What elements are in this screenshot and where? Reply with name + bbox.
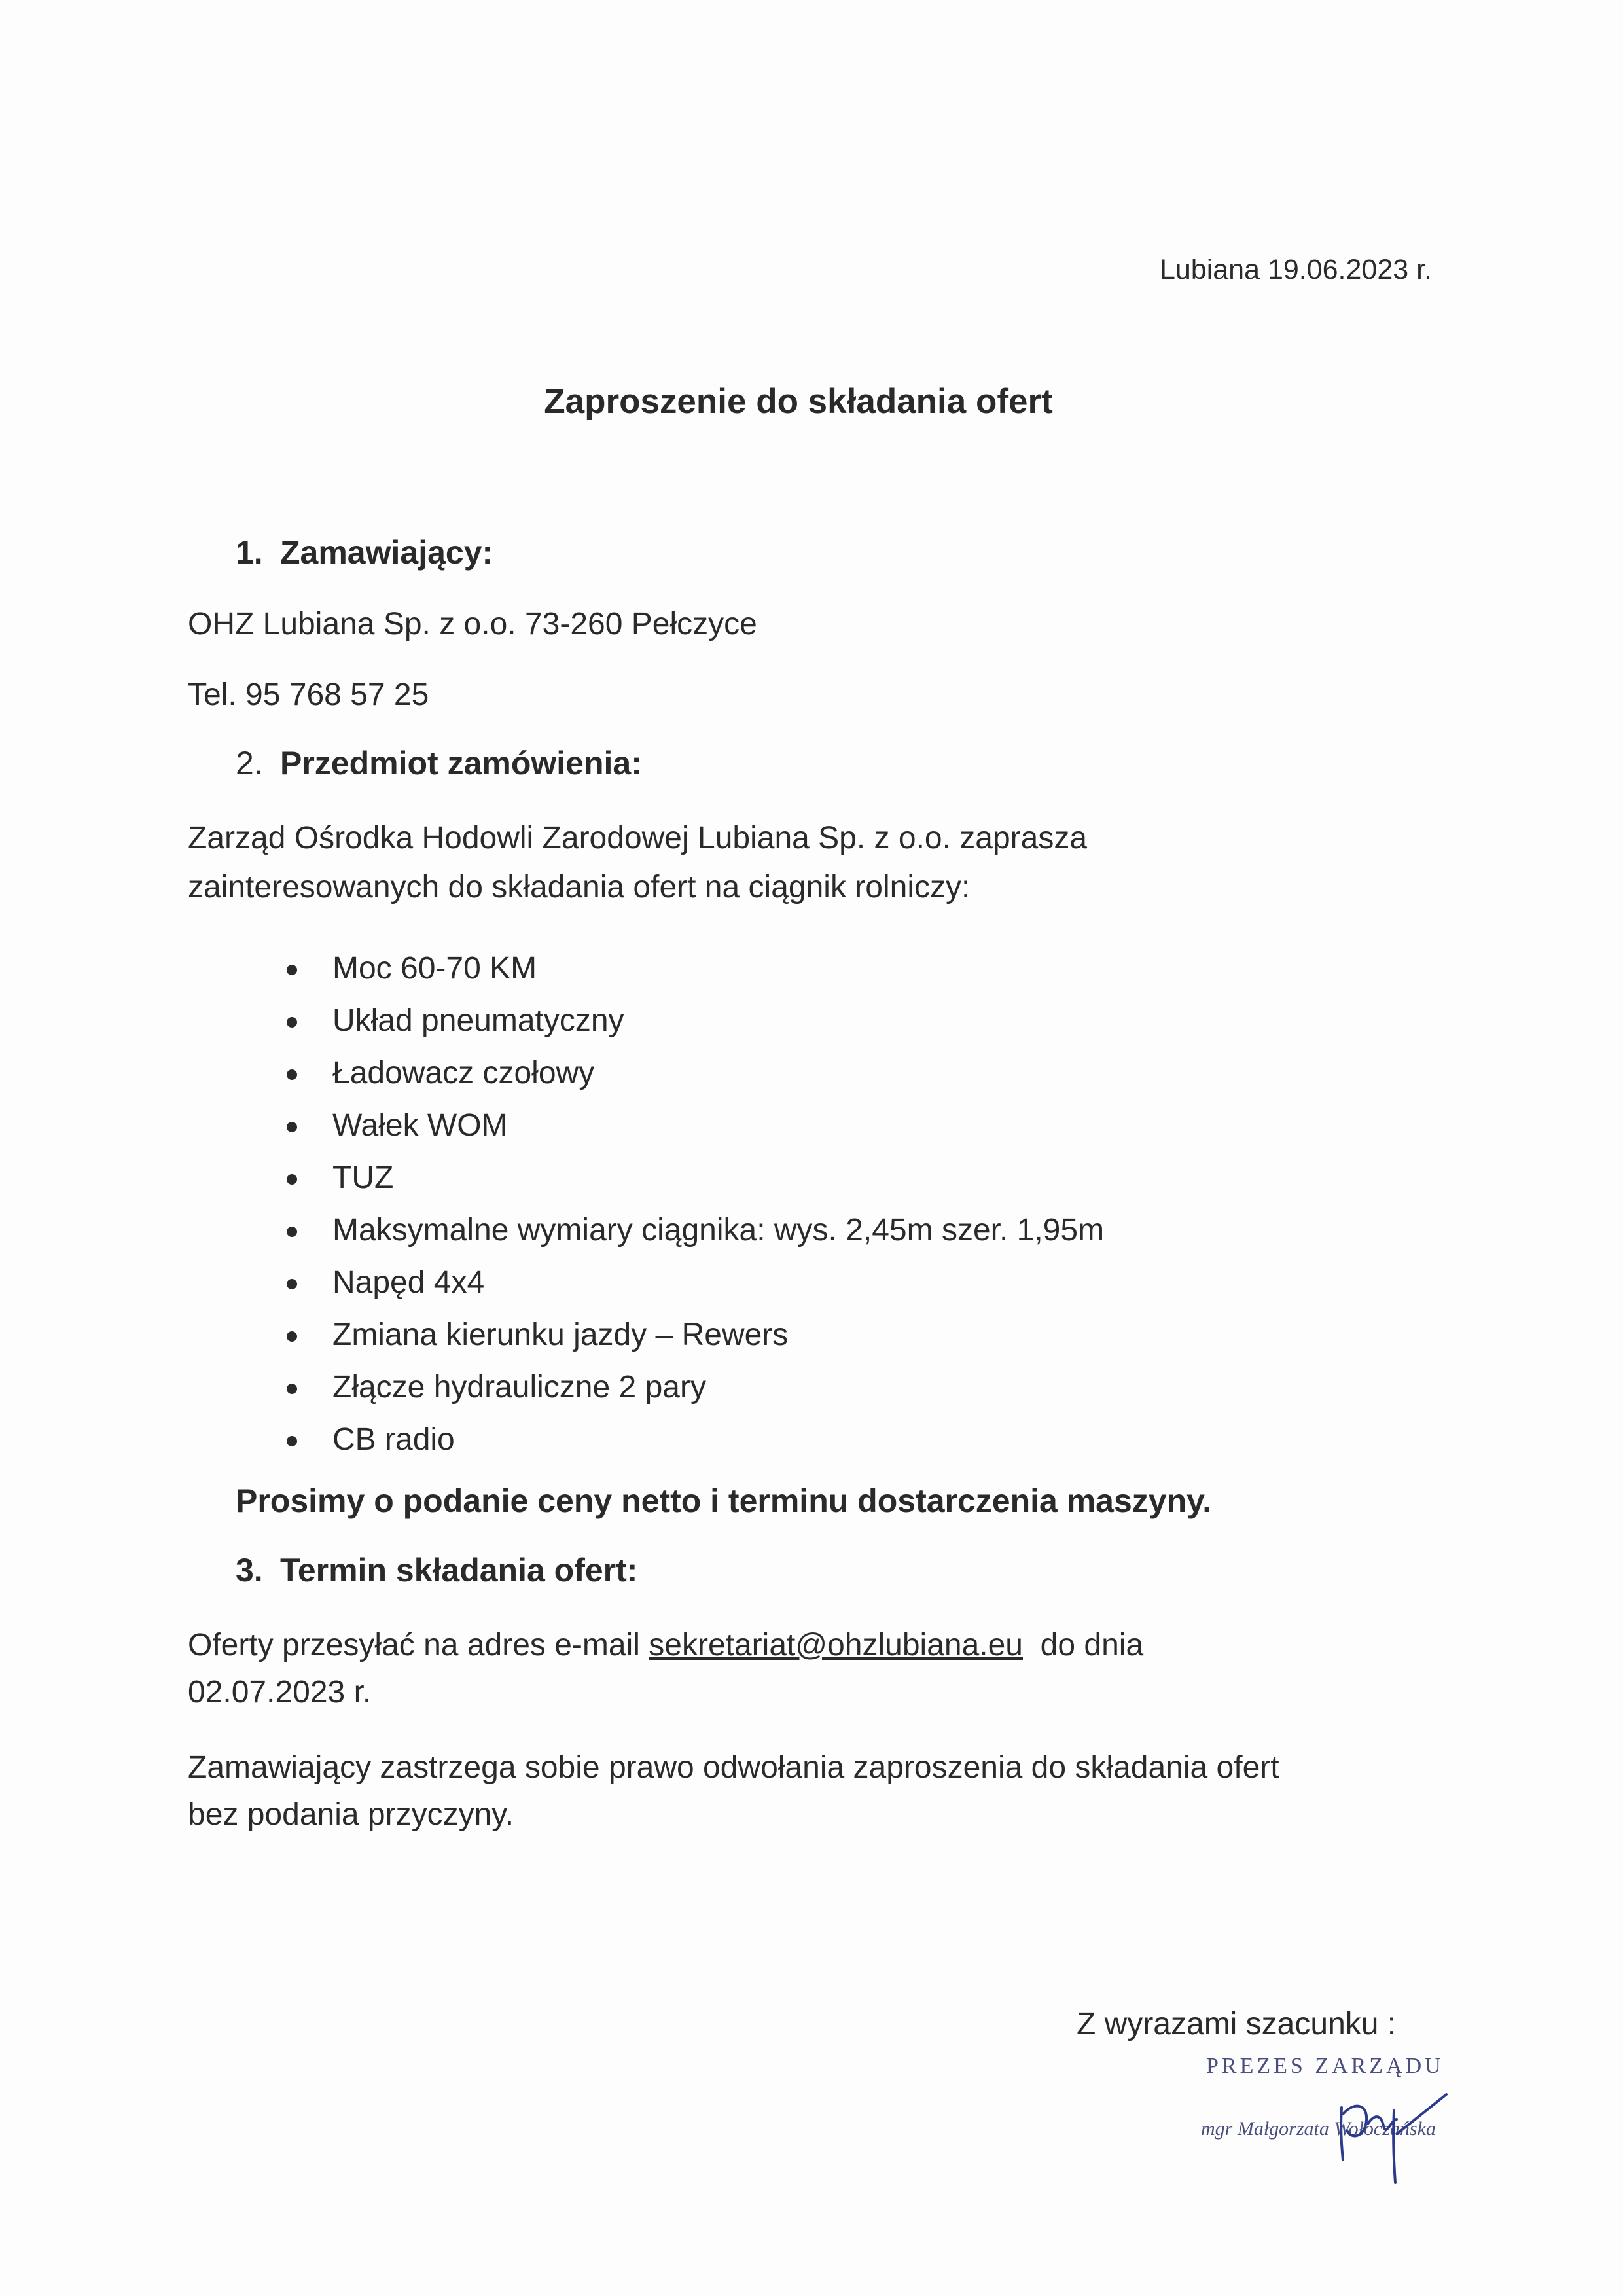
list-item: Ładowacz czołowy — [285, 1047, 1104, 1100]
list-item: Napęd 4x4 — [285, 1257, 1104, 1309]
section-2-number: 2. — [236, 745, 263, 781]
section-3-title: Termin składania ofert: — [280, 1552, 638, 1588]
list-item: Zmiana kierunku jazdy – Rewers — [285, 1309, 1104, 1361]
reservation-line-2: bez podania przyczyny. — [188, 1797, 514, 1832]
email-link[interactable]: sekretariat@ohzlubiana.eu — [649, 1628, 1023, 1662]
handwritten-signature — [1315, 2075, 1466, 2186]
section-2-heading — [236, 744, 642, 782]
section-1-number: 1. — [236, 534, 263, 571]
list-item: Złącze hydrauliczne 2 pary — [285, 1361, 1104, 1414]
list-item: CB radio — [285, 1414, 1104, 1466]
subject-intro-line-2: zainteresowanych do składania ofert na ciągnik rolniczy: — [188, 870, 971, 905]
section-3-number: 3. — [236, 1552, 263, 1588]
stamp-title: PREZES ZARZĄDU — [1206, 2054, 1444, 2078]
company-address: OHZ Lubiana Sp. z o.o. 73-260 Pełczyce — [188, 607, 757, 641]
stamp-name: mgr Małgorzata Wołoczańska — [1201, 2118, 1436, 2140]
price-request: Prosimy o podanie ceny netto i terminu dostarczenia maszyny. — [236, 1482, 1212, 1519]
section-1-title: Zamawiający: — [280, 534, 493, 571]
list-item: Moc 60-70 KM — [285, 942, 1104, 995]
reservation-line-1: Zamawiający zastrzega sobie prawo odwołania zaproszenia do składania ofert — [188, 1750, 1279, 1785]
document-title: Zaproszenie do składania ofert — [544, 382, 1053, 421]
list-item: Maksymalne wymiary ciągnika: wys. 2,45m szer. 1,95m — [285, 1204, 1104, 1257]
company-phone: Tel. 95 768 57 25 — [188, 677, 429, 712]
section-1-heading — [236, 533, 493, 571]
deadline-suffix: do dnia — [1040, 1628, 1144, 1662]
section-2-title: Przedmiot zamówienia: — [280, 745, 642, 781]
list-item: TUZ — [285, 1152, 1104, 1204]
list-item: Wałek WOM — [285, 1100, 1104, 1152]
deadline-prefix: Oferty przesyłać na adres e-mail — [188, 1628, 640, 1662]
closing-salutation: Z wyrazami szacunku : — [1077, 2007, 1397, 2041]
deadline-date: 02.07.2023 r. — [188, 1675, 372, 1710]
document-date: Lubiana 19.06.2023 r. — [1159, 254, 1432, 285]
deadline-line-1 — [188, 1622, 1143, 1669]
section-3-heading — [236, 1551, 637, 1589]
subject-intro-line-1: Zarząd Ośrodka Hodowli Zarodowej Lubiana Sp. z o.o. zaprasza — [188, 821, 1088, 855]
list-item: Układ pneumatyczny — [285, 995, 1104, 1047]
requirements-list — [285, 942, 1104, 1466]
